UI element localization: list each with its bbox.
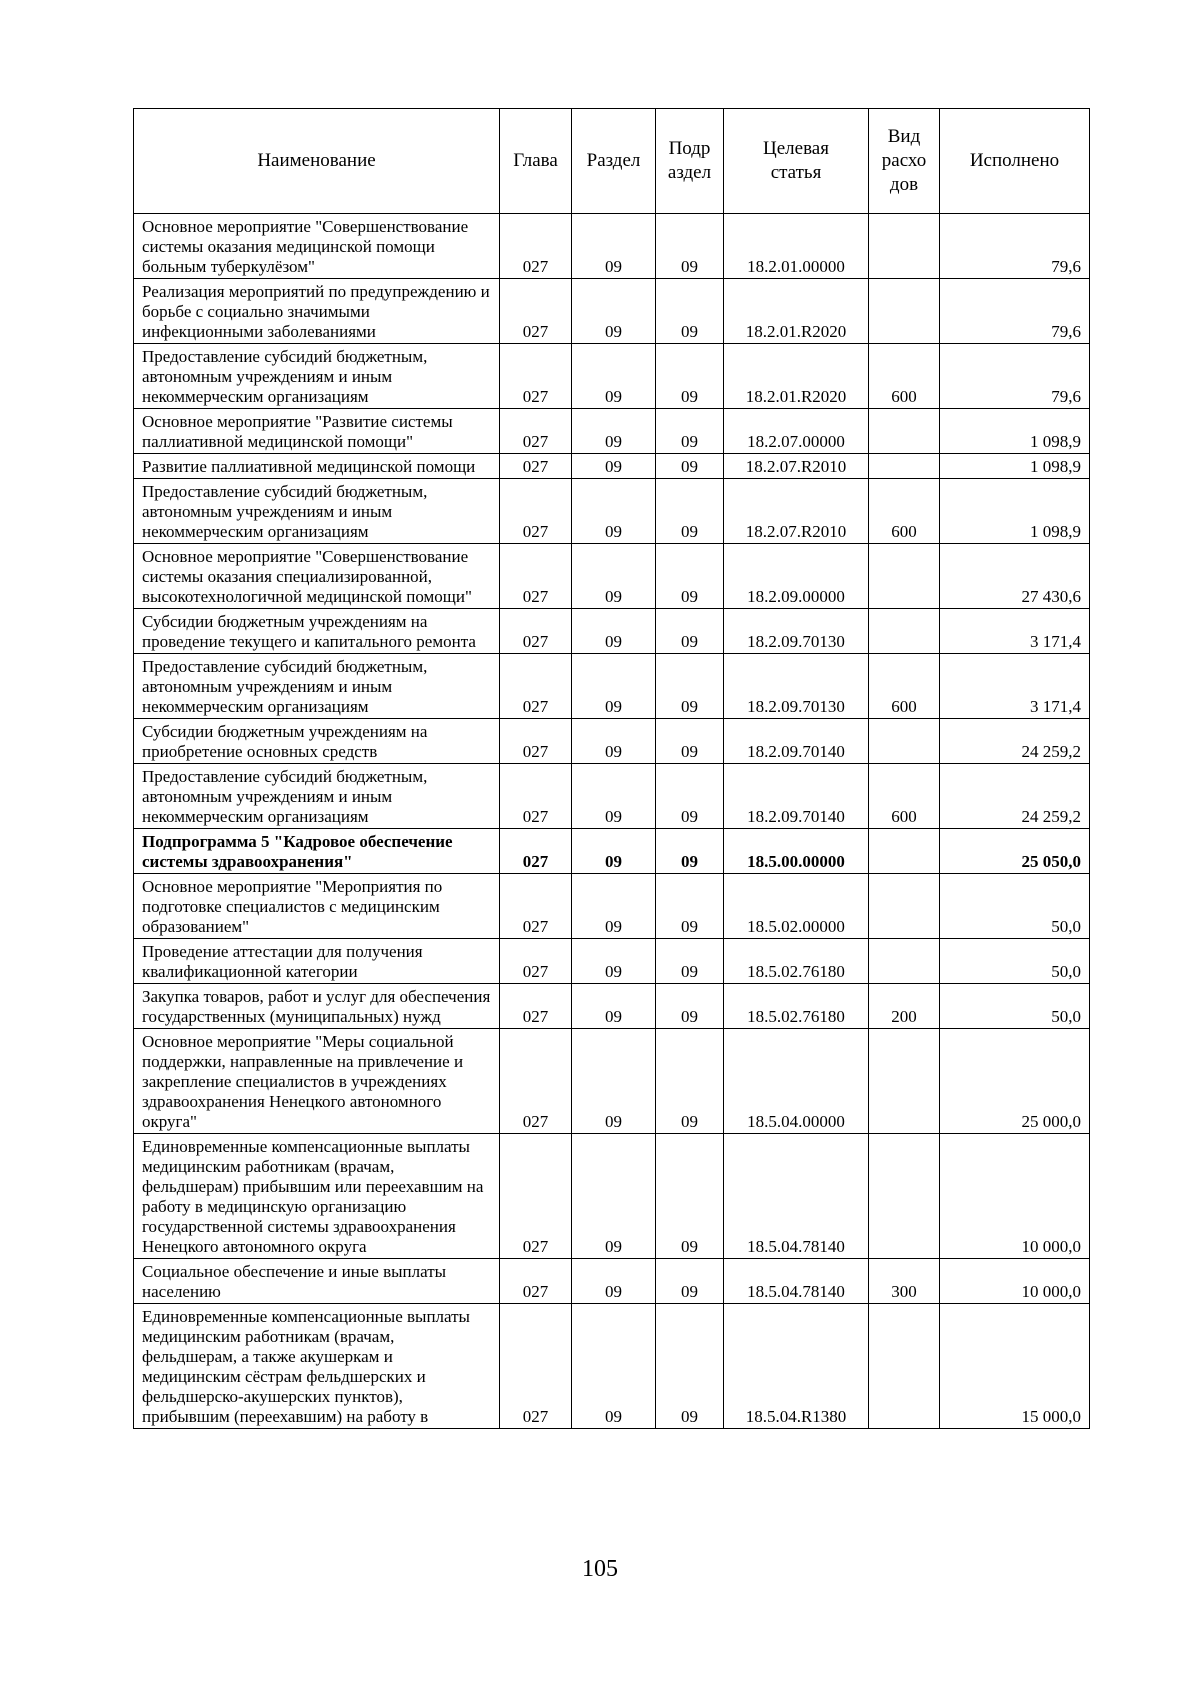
row-razdel: 09 xyxy=(572,344,656,409)
row-name: Субсидии бюджетным учреждениям на проведение текущего и капитального ремонта xyxy=(134,609,500,654)
row-razdel: 09 xyxy=(572,1029,656,1134)
row-podrazdel: 09 xyxy=(656,829,724,874)
row-vid-rashodov xyxy=(869,409,940,454)
row-name: Единовременные компенсационные выплаты медицинским работникам (врачам, фельдшерам) прибывшим или переехавшим на работу в медицинскую организацию государственной системы здравоохранения Ненецкого автономного округа xyxy=(134,1134,500,1259)
row-ispolneno: 1 098,9 xyxy=(940,409,1090,454)
row-ispolneno: 25 000,0 xyxy=(940,1029,1090,1134)
row-glava: 027 xyxy=(500,454,572,479)
row-vid-rashodov xyxy=(869,874,940,939)
table-row xyxy=(134,939,1090,984)
row-name: Единовременные компенсационные выплаты медицинским работникам (врачам, фельдшерам, а также акушеркам и медицинским сёстрам фельдшерских и фельдшерско-акушерских пунктов), прибывшим (переехавшим) на работу в xyxy=(134,1304,500,1429)
row-ispolneno: 1 098,9 xyxy=(940,454,1090,479)
row-podrazdel: 09 xyxy=(656,409,724,454)
row-ispolneno: 24 259,2 xyxy=(940,764,1090,829)
row-vid-rashodov: 600 xyxy=(869,654,940,719)
row-vid-rashodov xyxy=(869,1029,940,1134)
row-ispolneno: 10 000,0 xyxy=(940,1259,1090,1304)
row-celevaya-statya: 18.2.01.00000 xyxy=(724,214,869,279)
row-name: Основное мероприятие "Развитие системы паллиативной медицинской помощи" xyxy=(134,409,500,454)
row-podrazdel: 09 xyxy=(656,1259,724,1304)
table-row xyxy=(134,719,1090,764)
row-celevaya-statya: 18.2.09.70130 xyxy=(724,609,869,654)
row-vid-rashodov xyxy=(869,214,940,279)
table-row xyxy=(134,454,1090,479)
row-celevaya-statya: 18.5.02.76180 xyxy=(724,984,869,1029)
row-vid-rashodov xyxy=(869,609,940,654)
row-celevaya-statya: 18.2.01.R2020 xyxy=(724,279,869,344)
table-row xyxy=(134,214,1090,279)
row-glava: 027 xyxy=(500,609,572,654)
row-name: Подпрограмма 5 "Кадровое обеспечение системы здравоохранения" xyxy=(134,829,500,874)
row-glava: 027 xyxy=(500,719,572,764)
row-podrazdel: 09 xyxy=(656,544,724,609)
row-glava: 027 xyxy=(500,1134,572,1259)
table-row xyxy=(134,654,1090,719)
row-ispolneno: 3 171,4 xyxy=(940,654,1090,719)
table-row xyxy=(134,829,1090,874)
row-ispolneno: 27 430,6 xyxy=(940,544,1090,609)
row-celevaya-statya: 18.2.09.70130 xyxy=(724,654,869,719)
row-razdel: 09 xyxy=(572,479,656,544)
row-ispolneno: 79,6 xyxy=(940,344,1090,409)
row-ispolneno: 50,0 xyxy=(940,939,1090,984)
row-razdel: 09 xyxy=(572,1134,656,1259)
header-name: Наименование xyxy=(134,109,500,214)
row-name: Предоставление субсидий бюджетным, автономным учреждениям и иным некоммерческим организациям xyxy=(134,764,500,829)
row-name: Закупка товаров, работ и услуг для обеспечения государственных (муниципальных) нужд xyxy=(134,984,500,1029)
row-podrazdel: 09 xyxy=(656,1134,724,1259)
row-glava: 027 xyxy=(500,214,572,279)
row-razdel: 09 xyxy=(572,409,656,454)
row-celevaya-statya: 18.2.09.70140 xyxy=(724,764,869,829)
row-razdel: 09 xyxy=(572,454,656,479)
row-podrazdel: 09 xyxy=(656,984,724,1029)
row-razdel: 09 xyxy=(572,939,656,984)
row-celevaya-statya: 18.2.07.R2010 xyxy=(724,454,869,479)
row-name: Предоставление субсидий бюджетным, автономным учреждениям и иным некоммерческим организациям xyxy=(134,654,500,719)
row-glava: 027 xyxy=(500,479,572,544)
table-row xyxy=(134,764,1090,829)
row-razdel: 09 xyxy=(572,829,656,874)
row-celevaya-statya: 18.5.02.00000 xyxy=(724,874,869,939)
row-vid-rashodov xyxy=(869,454,940,479)
row-podrazdel: 09 xyxy=(656,1304,724,1429)
row-ispolneno: 1 098,9 xyxy=(940,479,1090,544)
row-celevaya-statya: 18.5.02.76180 xyxy=(724,939,869,984)
row-celevaya-statya: 18.5.04.78140 xyxy=(724,1134,869,1259)
row-ispolneno: 50,0 xyxy=(940,984,1090,1029)
row-glava: 027 xyxy=(500,344,572,409)
row-podrazdel: 09 xyxy=(656,874,724,939)
row-vid-rashodov: 200 xyxy=(869,984,940,1029)
table-row xyxy=(134,609,1090,654)
row-glava: 027 xyxy=(500,544,572,609)
row-name: Основное мероприятие "Совершенствование системы оказания медицинской помощи больным туберкулёзом" xyxy=(134,214,500,279)
row-glava: 027 xyxy=(500,984,572,1029)
row-glava: 027 xyxy=(500,874,572,939)
table-row xyxy=(134,874,1090,939)
table-row xyxy=(134,544,1090,609)
row-podrazdel: 09 xyxy=(656,454,724,479)
header-razdel: Раздел xyxy=(572,109,656,214)
table-row xyxy=(134,1259,1090,1304)
row-name: Социальное обеспечение и иные выплаты населению xyxy=(134,1259,500,1304)
row-glava: 027 xyxy=(500,764,572,829)
row-name: Основное мероприятие "Мероприятия по подготовке специалистов с медицинским образованием" xyxy=(134,874,500,939)
row-name: Развитие паллиативной медицинской помощи xyxy=(134,454,500,479)
row-razdel: 09 xyxy=(572,984,656,1029)
table-row xyxy=(134,344,1090,409)
row-razdel: 09 xyxy=(572,214,656,279)
row-razdel: 09 xyxy=(572,874,656,939)
row-celevaya-statya: 18.2.09.00000 xyxy=(724,544,869,609)
row-vid-rashodov xyxy=(869,829,940,874)
row-razdel: 09 xyxy=(572,1259,656,1304)
row-razdel: 09 xyxy=(572,544,656,609)
row-celevaya-statya: 18.5.04.R1380 xyxy=(724,1304,869,1429)
row-vid-rashodov: 600 xyxy=(869,764,940,829)
row-celevaya-statya: 18.2.09.70140 xyxy=(724,719,869,764)
row-ispolneno: 50,0 xyxy=(940,874,1090,939)
row-glava: 027 xyxy=(500,1304,572,1429)
table-row xyxy=(134,279,1090,344)
row-glava: 027 xyxy=(500,409,572,454)
header-glava: Глава xyxy=(500,109,572,214)
row-podrazdel: 09 xyxy=(656,719,724,764)
row-razdel: 09 xyxy=(572,1304,656,1429)
row-celevaya-statya: 18.2.07.R2010 xyxy=(724,479,869,544)
row-podrazdel: 09 xyxy=(656,764,724,829)
row-vid-rashodov xyxy=(869,1304,940,1429)
table-row xyxy=(134,1134,1090,1259)
row-glava: 027 xyxy=(500,654,572,719)
row-name: Предоставление субсидий бюджетным, автономным учреждениям и иным некоммерческим организациям xyxy=(134,479,500,544)
table-row xyxy=(134,409,1090,454)
row-ispolneno: 79,6 xyxy=(940,279,1090,344)
row-razdel: 09 xyxy=(572,719,656,764)
row-ispolneno: 10 000,0 xyxy=(940,1134,1090,1259)
row-glava: 027 xyxy=(500,939,572,984)
row-celevaya-statya: 18.2.07.00000 xyxy=(724,409,869,454)
page-number: 105 xyxy=(582,1556,618,1582)
header-podrazdel: Подр аздел xyxy=(656,109,724,214)
row-vid-rashodov: 600 xyxy=(869,479,940,544)
row-razdel: 09 xyxy=(572,654,656,719)
row-razdel: 09 xyxy=(572,609,656,654)
row-vid-rashodov xyxy=(869,1134,940,1259)
row-name: Предоставление субсидий бюджетным, автономным учреждениям и иным некоммерческим организациям xyxy=(134,344,500,409)
row-celevaya-statya: 18.2.01.R2020 xyxy=(724,344,869,409)
table-header-row xyxy=(134,109,1090,214)
table-row xyxy=(134,479,1090,544)
row-celevaya-statya: 18.5.04.00000 xyxy=(724,1029,869,1134)
table-row xyxy=(134,1304,1090,1429)
row-ispolneno: 24 259,2 xyxy=(940,719,1090,764)
header-vid-rashodov: Вид расхо дов xyxy=(869,109,940,214)
row-celevaya-statya: 18.5.00.00000 xyxy=(724,829,869,874)
row-vid-rashodov xyxy=(869,279,940,344)
row-vid-rashodov xyxy=(869,939,940,984)
row-vid-rashodov: 600 xyxy=(869,344,940,409)
row-glava: 027 xyxy=(500,279,572,344)
row-podrazdel: 09 xyxy=(656,939,724,984)
row-ispolneno: 25 050,0 xyxy=(940,829,1090,874)
row-podrazdel: 09 xyxy=(656,214,724,279)
row-podrazdel: 09 xyxy=(656,344,724,409)
row-ispolneno: 15 000,0 xyxy=(940,1304,1090,1429)
row-podrazdel: 09 xyxy=(656,654,724,719)
row-vid-rashodov: 300 xyxy=(869,1259,940,1304)
row-razdel: 09 xyxy=(572,764,656,829)
row-name: Основное мероприятие "Совершенствование системы оказания специализированной, высокотехнологичной медицинской помощи" xyxy=(134,544,500,609)
row-glava: 027 xyxy=(500,1259,572,1304)
row-vid-rashodov xyxy=(869,719,940,764)
table-row xyxy=(134,1029,1090,1134)
table-row xyxy=(134,984,1090,1029)
row-podrazdel: 09 xyxy=(656,1029,724,1134)
row-glava: 027 xyxy=(500,1029,572,1134)
row-glava: 027 xyxy=(500,829,572,874)
row-name: Основное мероприятие "Меры социальной поддержки, направленные на привлечение и закрепление специалистов в учреждениях здравоохранения Ненецкого автономного округа" xyxy=(134,1029,500,1134)
row-ispolneno: 79,6 xyxy=(940,214,1090,279)
row-name: Реализация мероприятий по предупреждению и борьбе с социально значимыми инфекционными заболеваниями xyxy=(134,279,500,344)
row-name: Субсидии бюджетным учреждениям на приобретение основных средств xyxy=(134,719,500,764)
row-podrazdel: 09 xyxy=(656,479,724,544)
row-vid-rashodov xyxy=(869,544,940,609)
row-celevaya-statya: 18.5.04.78140 xyxy=(724,1259,869,1304)
header-ispolneno: Исполнено xyxy=(940,109,1090,214)
row-razdel: 09 xyxy=(572,279,656,344)
row-ispolneno: 3 171,4 xyxy=(940,609,1090,654)
expenditure-table xyxy=(133,108,1090,1429)
row-name: Проведение аттестации для получения квалификационной категории xyxy=(134,939,500,984)
header-celevaya-statya: Целевая статья xyxy=(724,109,869,214)
row-podrazdel: 09 xyxy=(656,279,724,344)
row-podrazdel: 09 xyxy=(656,609,724,654)
